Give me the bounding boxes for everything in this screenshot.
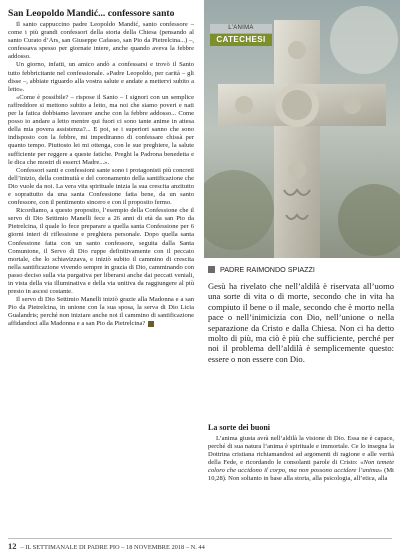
left-column	[8, 8, 194, 530]
author-name: PADRE RAIMONDO SPIAZZI	[220, 265, 315, 274]
body-text: L’anima giusta avrà nell’aldilà la visione di Dio. Essa ne è capace, perché di sua natura l’anima è spirituale e immortale. Ce lo insegna la Dottrina cristiana richiamandosi ad argomenti di ragione e alle verità della Fede, e ricordando le consolanti parole di Cristo: «	[208, 435, 394, 467]
paragraph: Il santo cappuccino padre Leopoldo Mandić, santo confessore – come i più grandi confessori della storia della Chiesa (pensando al santo Curato d’Ars, san Giuseppe Cafasso, san Pio da Pietrelcina...) –, confessava spesso per giornate intere, anche quando aveva la febbre addosso.	[8, 21, 194, 61]
page-number: 12	[8, 541, 17, 551]
tag-top-label: L’ANIMA	[210, 24, 272, 33]
article-title: San Leopoldo Mandić... confessore santo	[8, 8, 175, 19]
page-footer	[8, 538, 392, 552]
author-byline	[208, 264, 394, 276]
body-text: » (Mt 10,28). Non soltanto in base alla storia, alla psicologia, all’etica, alla	[208, 467, 395, 483]
article-body	[8, 21, 194, 329]
article-intro: Gesù ha rivelato che nell’aldilà è riservata all’uomo una sorte di vita o di morte, secondo che in vita ha compiuto il bene o il male, secondo che è morto nella pace o nell’inimicizia con Dio, nell’unione o nella separazione da Cristo e dalla Chiesa. Non ci ha detto molto di più, ma ciò è più che sufficiente, perché per noi il problema dell’aldilà è semplicemente questo: essere o non essere con Dio.	[208, 281, 394, 364]
body-quote: Non temete coloro che uccidono il corpo, ma non possono uccidere l’anima	[208, 459, 394, 475]
paragraph-last	[8, 296, 194, 328]
section-body	[208, 435, 394, 483]
end-mark-icon	[148, 321, 154, 327]
section-subtitle: La sorte dei buoni	[208, 423, 271, 432]
footer-text: – IL SETTIMANALE DI PADRE PIO – 18 NOVEMBRE 2018 – N. 44	[20, 544, 205, 551]
tag-main-label: CATECHESI	[210, 34, 272, 46]
paragraph: Un giorno, infatti, un amico andò a confessarsi e trovò il Santo tutto febbricitante nel confessionale. «Padre Leopoldo, per carità – gli disse –, abbiate riguardo alla vostra salute e andate a mettervi subito a letto».	[8, 61, 194, 93]
paragraph: Confessori santi e confessioni sante sono i protagonisti più concreti dell’inizio, della continuità e del coronamento della santificazione che Dio vuole da noi. La vera vita spirituale inizia la sua crescita anzitutto e soprattutto da una santa Confessione fatta bene, da un santo confessore, con il pentimento sincero e con il proposito fermo.	[8, 166, 194, 207]
section-tag	[210, 24, 272, 46]
paragraph-text: Il servo di Dio Settimio Manelli iniziò grazie alla Madonna e a san Pio da Pietrelcina, in unione con la sua sposa, la serva di Dio Licia Gualandris; perché non iniziare anche noi il cammino di santificazione affidandoci alla Madonna e a san Pio da Pietrelcina?	[8, 296, 194, 328]
square-bullet-icon	[208, 266, 215, 273]
paragraph: Ricordiamo, a questo proposito, l’esempio della Confessione che il servo di Dio Settimio Manelli fece a 26 anni di età da san Pio da Pietrelcina, il quale lo fece preparare a quella santa Confessione per 6 giorni interi di riflessione e preghiera personale. Dopo quella santa Confessione fatta con un santo confessore, seguita dalla Santa Comunione, il Servo di Dio ruppe definitivamente con il peccato mortale, che lo schiavizzava, e iniziò subito il cammino di crescita nella santificazione vivendo sempre in grazia di Dio, camminando con passo deciso sulla via purgativa per liberarsi anche dai peccati veniali, in vista della via illuminativa e della via unitiva da raggiungere al più presto in ascesi costante.	[8, 207, 194, 296]
paragraph: «Come è possibile? – rispose il Santo – I signori con un semplice raffreddore si mettono subito a letto, ma noi che siamo poveri e nati per la fatica dobbiamo lavorare anche con la febbre addosso... Come posso io andare a letto mentre qui fuori ci sono tante anime in attesa della mia povera assistenza?... E poi, se i superiori sanno che sono indisposto con la febbre, mi impediranno di confessare chissà per quanto tempo. Piuttosto lei mi ottenga, con le sue preghiere, la salute sufficiente per reggere a queste fatiche. Preghi la Padrona benedetta e le dica che mostri di esserci Madre...».	[8, 93, 194, 166]
